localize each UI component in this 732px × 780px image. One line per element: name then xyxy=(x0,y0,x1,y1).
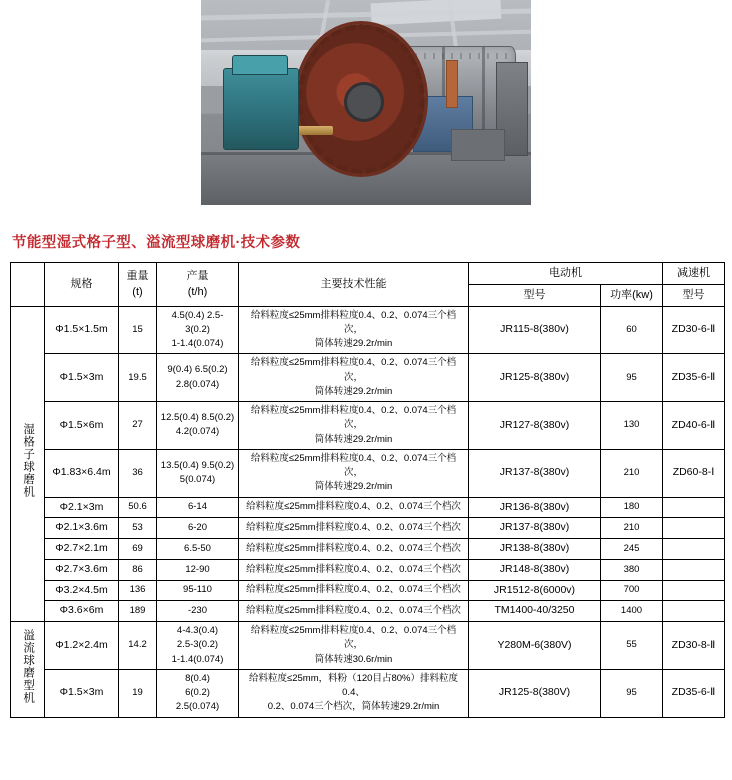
cell-capacity: -230 xyxy=(157,601,239,622)
table-row xyxy=(11,669,725,717)
header-reducer-model: 型号 xyxy=(663,285,725,307)
cell-capacity: 6-14 xyxy=(157,497,239,518)
cell-spec: Φ2.1×3m xyxy=(45,497,119,518)
header-spec: 规格 xyxy=(45,263,119,307)
header-capacity-unit: (t/h) xyxy=(187,286,208,299)
cell-motor-model: JR148-8(380v) xyxy=(469,559,601,580)
cell-weight: 27 xyxy=(119,402,157,450)
category-label: 溢流球磨型机 xyxy=(22,628,35,704)
header-capacity-label: 产量 xyxy=(186,269,209,282)
cell-weight: 15 xyxy=(119,306,157,354)
cell-weight: 53 xyxy=(119,518,157,539)
cell-weight: 86 xyxy=(119,559,157,580)
cell-motor-power: 55 xyxy=(601,622,663,670)
cell-motor-power: 130 xyxy=(601,402,663,450)
table-row xyxy=(11,539,725,560)
cell-weight: 36 xyxy=(119,449,157,497)
cell-motor-model: JR138-8(380v) xyxy=(469,539,601,560)
cell-weight: 189 xyxy=(119,601,157,622)
cell-spec: Φ2.1×3.6m xyxy=(45,518,119,539)
cell-performance: 给料粒度≤25mm排料粒度0.4、0.2、0.074三个档次， 筒体转速29.2r/min xyxy=(239,449,469,497)
cell-motor-model: JR125-8(380V) xyxy=(469,669,601,717)
cell-motor-power: 180 xyxy=(601,497,663,518)
category-label: 湿格子球磨机 xyxy=(22,423,35,499)
header-motor-power: 功率(kw) xyxy=(601,285,663,307)
cell-motor-model: Y280M-6(380V) xyxy=(469,622,601,670)
cell-spec: Φ1.5×6m xyxy=(45,402,119,450)
header-category xyxy=(11,263,45,307)
table-row xyxy=(11,497,725,518)
product-photo xyxy=(201,0,531,205)
cell-spec: Φ1.5×3m xyxy=(45,669,119,717)
table-row xyxy=(11,402,725,450)
concrete-pier xyxy=(451,129,505,161)
gear-hub xyxy=(344,82,384,122)
cell-reducer-model: ZD35-6-Ⅱ xyxy=(663,354,725,402)
cell-spec: Φ2.7×3.6m xyxy=(45,559,119,580)
header-performance: 主要技术性能 xyxy=(239,263,469,307)
cell-spec: Φ2.7×2.1m xyxy=(45,539,119,560)
category-cell xyxy=(11,622,45,718)
cell-reducer-model: ZD30-8-Ⅱ xyxy=(663,622,725,670)
cell-performance: 给料粒度≤25mm排料粒度0.4、0.2、0.074三个档次 xyxy=(239,580,469,601)
cell-reducer-model: ZD60-8-Ⅰ xyxy=(663,449,725,497)
cell-capacity: 12.5(0.4) 8.5(0.2) 4.2(0.074) xyxy=(157,402,239,450)
cell-spec: Φ1.2×2.4m xyxy=(45,622,119,670)
cell-motor-model: JR115-8(380v) xyxy=(469,306,601,354)
cell-capacity: 4-4.3(0.4) 2.5-3(0.2) 1-1.4(0.074) xyxy=(157,622,239,670)
cell-spec: Φ1.5×3m xyxy=(45,354,119,402)
cell-capacity: 13.5(0.4) 9.5(0.2) 5(0.074) xyxy=(157,449,239,497)
cell-motor-power: 1400 xyxy=(601,601,663,622)
header-capacity xyxy=(157,263,239,307)
cell-motor-power: 700 xyxy=(601,580,663,601)
cell-motor-model: JR125-8(380v) xyxy=(469,354,601,402)
cell-performance: 给料粒度≤25mm排料粒度0.4、0.2、0.074三个档次， 筒体转速29.2r/min xyxy=(239,402,469,450)
table-body xyxy=(11,306,725,717)
cell-reducer-model xyxy=(663,580,725,601)
table-row xyxy=(11,580,725,601)
cell-performance: 给料粒度≤25mm排料粒度0.4、0.2、0.074三个档次 xyxy=(239,539,469,560)
cell-capacity: 6.5-50 xyxy=(157,539,239,560)
header-motor: 电动机 xyxy=(469,263,663,285)
photo-background xyxy=(201,0,531,205)
ring-gear xyxy=(297,24,425,174)
cell-performance: 给料粒度≤25mm排料粒度0.4、0.2、0.074三个档次， 筒体转速29.2r/min xyxy=(239,306,469,354)
cell-reducer-model xyxy=(663,601,725,622)
cell-reducer-model xyxy=(663,518,725,539)
cell-performance: 给料粒度≤25mm排料粒度0.4、0.2、0.074三个档次， 筒体转速29.2r/min xyxy=(239,354,469,402)
cell-spec: Φ3.6×6m xyxy=(45,601,119,622)
cell-spec: Φ3.2×4.5m xyxy=(45,580,119,601)
table-row xyxy=(11,622,725,670)
cell-reducer-model: ZD40-6-Ⅱ xyxy=(663,402,725,450)
cell-motor-power: 380 xyxy=(601,559,663,580)
cell-reducer-model: ZD35-6-Ⅱ xyxy=(663,669,725,717)
cell-motor-power: 210 xyxy=(601,449,663,497)
header-row-1 xyxy=(11,263,725,285)
cell-performance: 给料粒度≤25mm排料粒度0.4、0.2、0.074三个档次 xyxy=(239,497,469,518)
header-weight-label: 重量 xyxy=(126,269,149,282)
page-title: 节能型湿式格子型、溢流型球磨机·技术参数 xyxy=(12,235,301,251)
cell-motor-power: 245 xyxy=(601,539,663,560)
header-weight-unit: (t) xyxy=(132,286,143,299)
cell-weight: 136 xyxy=(119,580,157,601)
drum-band xyxy=(482,47,485,142)
cell-weight: 50.6 xyxy=(119,497,157,518)
cell-reducer-model xyxy=(663,539,725,560)
cell-capacity: 12-90 xyxy=(157,559,239,580)
table-row xyxy=(11,354,725,402)
cell-capacity: 9(0.4) 6.5(0.2) 2.8(0.074) xyxy=(157,354,239,402)
cell-capacity: 95-110 xyxy=(157,580,239,601)
cell-motor-power: 60 xyxy=(601,306,663,354)
cell-weight: 19.5 xyxy=(119,354,157,402)
cell-motor-model: JR127-8(380v) xyxy=(469,402,601,450)
header-reducer: 减速机 xyxy=(663,263,725,285)
cell-performance: 给料粒度≤25mm，料粉（120目占80%）排料粒度0.4、 0.2、0.074三个档次，筒体转速29.2r/min xyxy=(239,669,469,717)
cell-capacity: 4.5(0.4) 2.5-3(0.2) 1-1.4(0.074) xyxy=(157,306,239,354)
cell-reducer-model xyxy=(663,497,725,518)
cell-motor-model: JR137-8(380v) xyxy=(469,449,601,497)
table-row xyxy=(11,449,725,497)
gearbox xyxy=(223,68,299,150)
cell-spec: Φ1.83×6.4m xyxy=(45,449,119,497)
cell-spec: Φ1.5×1.5m xyxy=(45,306,119,354)
cell-performance: 给料粒度≤25mm排料粒度0.4、0.2、0.074三个档次 xyxy=(239,601,469,622)
table-row xyxy=(11,559,725,580)
cell-motor-model: JR136-8(380v) xyxy=(469,497,601,518)
cell-motor-power: 95 xyxy=(601,354,663,402)
cell-weight: 19 xyxy=(119,669,157,717)
header-weight xyxy=(119,263,157,307)
table-header xyxy=(11,263,725,307)
cell-capacity: 8(0.4) 6(0.2) 2.5(0.074) xyxy=(157,669,239,717)
table-row xyxy=(11,306,725,354)
cell-motor-model: JR137-8(380v) xyxy=(469,518,601,539)
cell-motor-model: JR1512-8(6000v) xyxy=(469,580,601,601)
spec-table-wrap xyxy=(0,262,732,718)
cell-weight: 69 xyxy=(119,539,157,560)
cell-reducer-model xyxy=(663,559,725,580)
cell-performance: 给料粒度≤25mm排料粒度0.4、0.2、0.074三个档次 xyxy=(239,559,469,580)
cell-motor-power: 210 xyxy=(601,518,663,539)
gearbox-top-cover xyxy=(232,55,288,75)
cell-performance: 给料粒度≤25mm排料粒度0.4、0.2、0.074三个档次， 筒体转速30.6r/min xyxy=(239,622,469,670)
cell-reducer-model: ZD30-6-Ⅱ xyxy=(663,306,725,354)
cell-performance: 给料粒度≤25mm排料粒度0.4、0.2、0.074三个档次 xyxy=(239,518,469,539)
table-row xyxy=(11,518,725,539)
orange-pipe xyxy=(446,60,458,108)
cell-weight: 14.2 xyxy=(119,622,157,670)
cell-motor-model: TM1400-40/3250 xyxy=(469,601,601,622)
spec-table xyxy=(10,262,725,718)
header-motor-model: 型号 xyxy=(469,285,601,307)
table-row xyxy=(11,601,725,622)
cell-capacity: 6-20 xyxy=(157,518,239,539)
cell-motor-power: 95 xyxy=(601,669,663,717)
category-cell xyxy=(11,306,45,622)
